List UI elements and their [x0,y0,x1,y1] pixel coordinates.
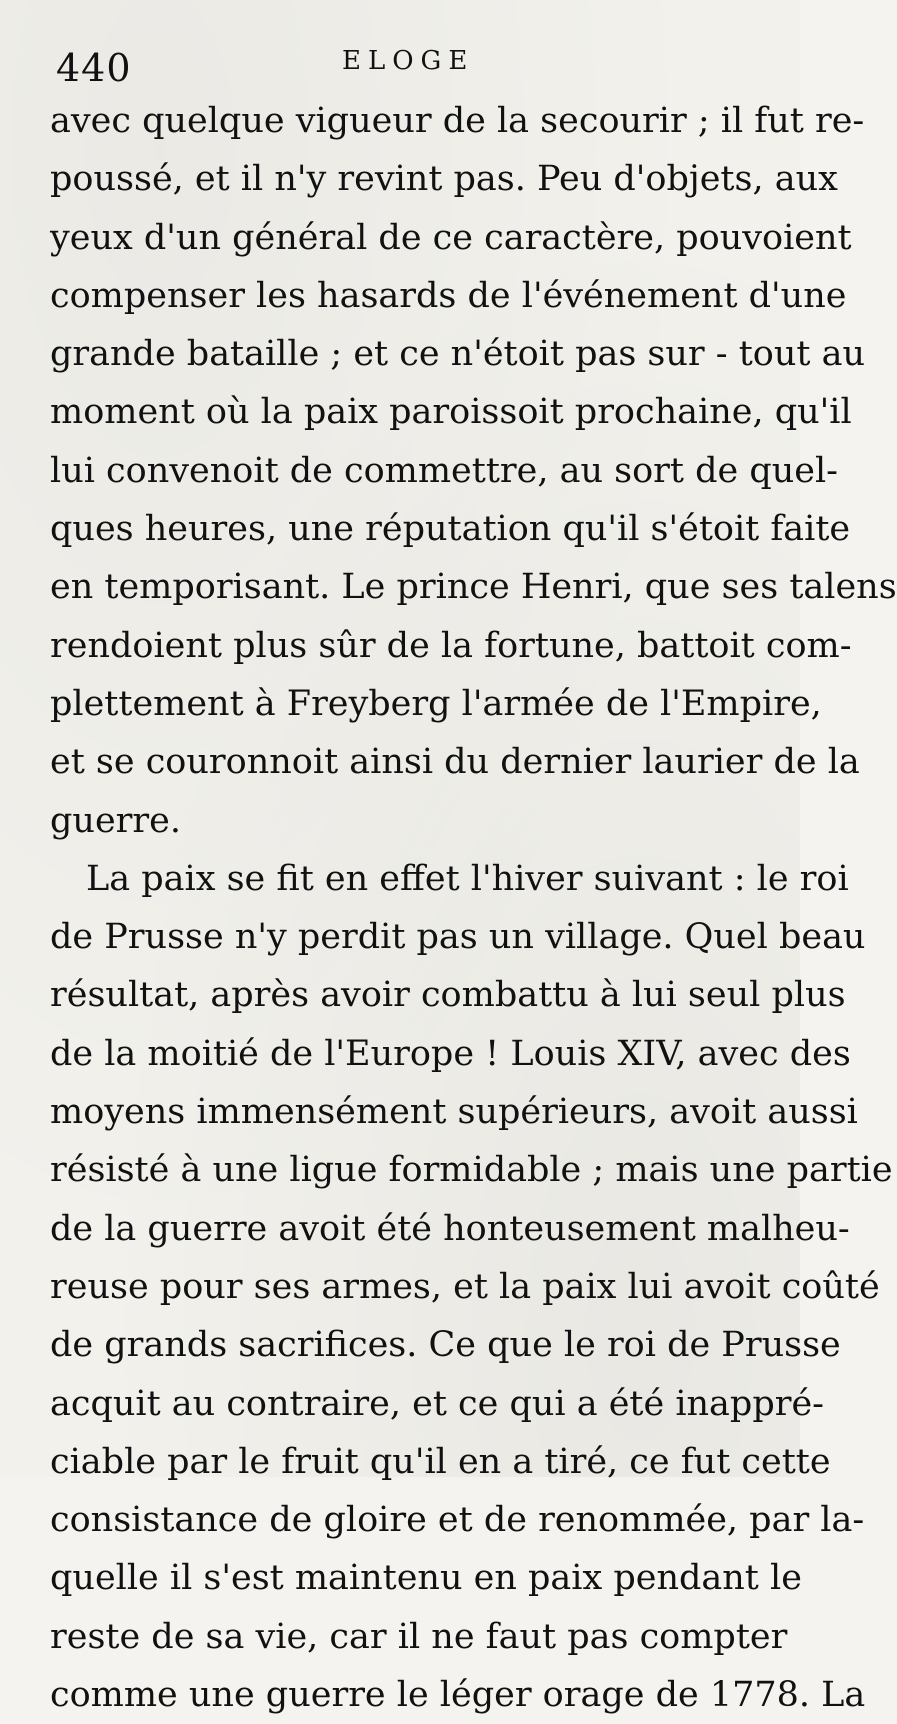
text-line: avec quelque vigueur de la secourir ; il fut re- [50,101,865,141]
text-line: reste de sa vie, car il ne faut pas compter [50,1616,788,1657]
text-line: en temporisant. Le prince Henri, que ses talens [50,567,897,608]
text-line: compenser les hasards de l'événement d'une [50,275,847,316]
text-line: grande bataille ; et ce n'étoit pas sur - tout au [50,334,866,375]
text-line: de la guerre avoit été honteusement malheu- [50,1208,850,1249]
text-line: moment où la paix paroissoit prochaine, qu'il [50,392,852,433]
page-number: 440 [56,46,132,90]
text-line: de Prusse n'y perdit pas un village. Quel beau [50,917,866,958]
body-text [50,92,897,1724]
text-line: comme une guerre le léger orage de 1778. La [50,1675,866,1716]
text-line: ques heures, une réputation qu'il s'étoit faite [50,509,851,550]
text-line: plettement à Freyberg l'armée de l'Empire, [50,683,822,724]
text-line: acquit au contraire, et ce qui a été inappré- [50,1383,824,1424]
text-line: de la moitié de l'Europe ! Louis XIV, avec des [50,1033,851,1074]
text-line: ciable par le fruit qu'il en a tiré, ce fut cette [50,1441,831,1482]
running-head [0,40,800,90]
text-line: yeux d'un général de ce caractère, pouvoient [50,217,852,258]
text-line: consistance de gloire et de renommée, par la- [50,1500,865,1541]
text-line: et se couronnoit ainsi du dernier laurier de la [50,742,860,783]
text-line: reuse pour ses armes, et la paix lui avoit coûté [50,1266,880,1307]
text-line: poussé, et il n'y revint pas. Peu d'objets, aux [50,159,838,200]
text-line: résisté à une ligue formidable ; mais une partie [50,1150,893,1191]
text-line: lui convenoit de commettre, au sort de quel- [50,450,838,491]
paragraph-end-line: guerre. [50,800,181,841]
text-line: de grands sacrifices. Ce que le roi de Prusse [50,1325,841,1366]
paragraph-start-line: La paix se fit en effet l'hiver suivant : le roi [86,858,849,899]
running-title: ELOGE [342,46,475,76]
text-line: quelle il s'est maintenu en paix pendant le [50,1558,802,1599]
text-line: résultat, après avoir combattu à lui seul plus [50,975,846,1016]
text-line: moyens immensément supérieurs, avoit aussi [50,1092,858,1133]
text-line: rendoient plus sûr de la fortune, battoit com- [50,625,852,666]
